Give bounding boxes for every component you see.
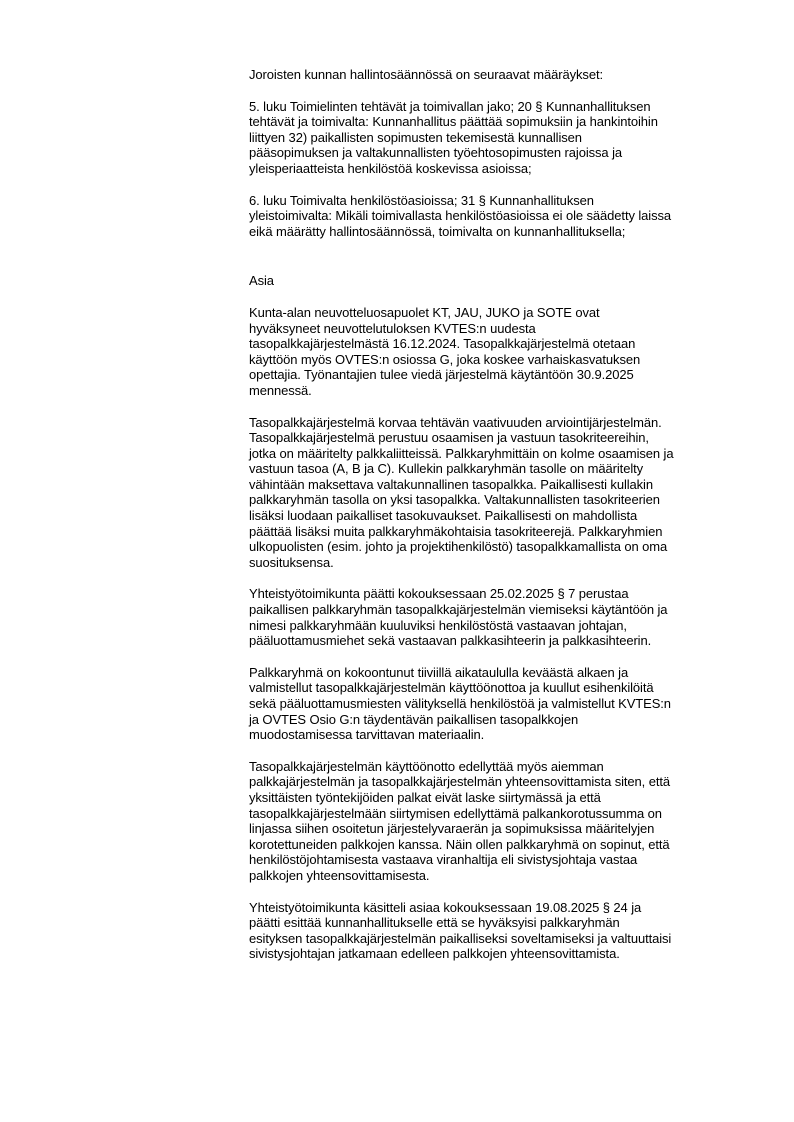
intro-text: Joroisten kunnan hallintosäännössä on seuraavat määräykset: <box>249 67 603 82</box>
section-heading: Asia <box>249 273 274 289</box>
paragraph: Yhteistyötoimikunta käsitteli asiaa kokouksessaan 19.08.2025 § 24 ja päätti esittää kunnanhallitukselle että se hyväksyisi palkkaryhmän esityksen tasopalkkajärjestelmän paikalliseksi soveltamiseksi ja valtuuttaisi sivistysjohtajan jatkamaan edelleen palkkojen yhteensovittamista. <box>249 899 672 962</box>
rule-section-6: 6. luku Toimivalta henkilöstöasioissa; 31 § Kunnanhallituksen yleistoimivalta: Mikäli toimivallasta henkilöstöasioissa ei ole säädetty laissa eikä määrätty hallintosäännössä, toimivalta on kunnanhallituksella; <box>249 192 672 239</box>
paragraph: Yhteistyötoimikunta päätti kokouksessaan 25.02.2025 § 7 perustaa paikallisen palkkaryhmän tasopalkkajärjestelmän viemiseksi käytäntöön ja nimesi palkkaryhmään kuuluviksi henkilöstöstä vastaavan johtajan, pääluottamusmiehet sekä vastaavan palkkasihteerin ja palkkasihteerin. <box>249 586 668 649</box>
rule-section-5: 5. luku Toimielinten tehtävät ja toimivallan jako; 20 § Kunnanhallituksen tehtävät ja toimivalta: Kunnanhallitus päättää sopimuksiin ja hankintoihin liittyen 32) paikallisten sopimusten tekemisestä kunnallisen pääsopimuksen ja valtakunnallisten työehtosopimusten rajoissa ja yleisperiaatteista henkilöstöä koskevissa asioissa; <box>249 98 658 176</box>
paragraph: Tasopalkkajärjestelmän käyttöönotto edellyttää myös aiemman palkkajärjestelmän ja tasopalkkajärjestelmän yhteensovittamista siten, että yksittäisten työntekijöiden palkat eivät laske siirtymässä ja että tasopalkkajärjestelmään siirtymisen edellyttämä palkankorotussumma on linjassa siihen osoitetun järjestelyvaraerän ja sopimuksissa määritelyjen korotettuneiden palkkojen kanssa. Näin ollen palkkaryhmä on sopinut, että henkilöstöjohtamisesta vastaava viranhaltija eli sivistysjohtaja vastaa palkkojen yhteensovittamisesta. <box>249 758 670 883</box>
paragraph: Tasopalkkajärjestelmä korvaa tehtävän vaativuuden arviointijärjestelmän. Tasopalkkajärjestelmä perustuu osaamisen ja vastuun tasokriteereihin, jotka on määritelty palkkaliitteissä. Palkkaryhmittäin on kolme osaamisen ja vastuun tasoa (A, B ja C). Kullekin palkkaryhmän tasolle on määritelty vähintään maksettava valtakunnallinen tasopalkka. Paikallisesti kullakin palkkaryhmän tasolla on yksi tasopalkka. Valtakunnallisten tasokriteerien lisäksi luodaan paikalliset tasokuvaukset. Paikallisesti on mahdollista päättää lisäksi muita palkkaryhmäkohtaisia tasokriteerejä. Palkkaryhmien ulkopuolisten (esim. johto ja projektihenkilöstö) tasopalkkamallista on oma suosituksensa. <box>249 414 674 570</box>
document-body <box>249 67 744 978</box>
paragraph: Palkkaryhmä on kokoontunut tiiviillä aikataululla keväästä alkaen ja valmistellut tasopalkkajärjestelmän käyttöönottoa ja kuullut esihenkilöitä sekä pääluottamusmiesten välityksellä henkilöstöä ja valmistellut KVTES:n ja OVTES Osio G:n täydentävän paikallisen tasopalkkojen muodostamisessa tarvittavan materiaalin. <box>249 664 671 743</box>
paragraph: Kunta-alan neuvotteluosapuolet KT, JAU, JUKO ja SOTE ovat hyväksyneet neuvottelutuloksen KVTES:n uudesta tasopalkkajärjestelmästä 16.12.2024. Tasopalkkajärjestelmä otetaan käyttöön myös OVTES:n osiossa G, joka koskee varhaiskasvatuksen opettajia. Työnantajien tulee viedä järjestelmä käytäntöön 30.9.2025 mennessä. <box>249 304 641 398</box>
